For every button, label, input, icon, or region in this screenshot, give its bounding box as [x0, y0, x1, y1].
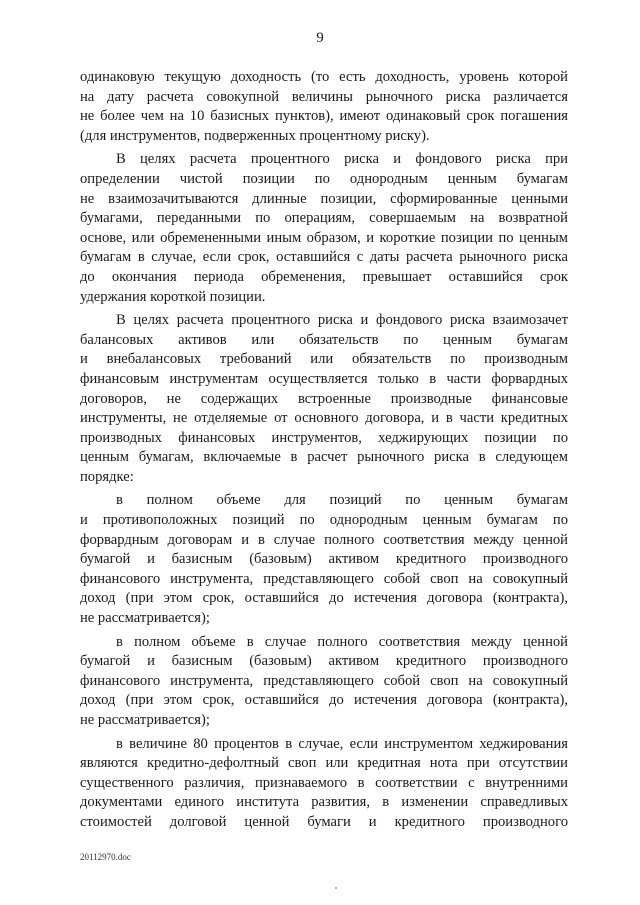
text-line: одинаковую текущую доходность (то есть доходность, уровень которой [80, 69, 568, 85]
text-line: в величине 80 процентов в случае, если инструментом хеджирования [116, 735, 568, 752]
text-line: В целях расчета процентного риска и фондового риска при [116, 151, 568, 168]
text-line: стоимостей долговой ценной бумаги и кредитного производного [80, 813, 568, 830]
paragraph [80, 491, 568, 628]
text-line: не более чем на 10 базисных пунктов), имеют одинаковый срок погашения [80, 108, 568, 125]
text-line: договоров, не содержащих встроенные производные финансовые [80, 390, 568, 407]
text-line: в полном объеме для позиций по ценным бумагам [116, 492, 568, 509]
text-line: в полном объеме в случае полного соответствия между ценной [116, 633, 568, 650]
text-line: форвардным договорам и в случае полного соответствия между ценной [80, 531, 568, 548]
text-line: инструменты, не отделяемые от основного договора, и в части кредитных [80, 410, 568, 427]
text-line: не рассматривается); [80, 610, 210, 627]
text-line: бумагам в случае, если срок, оставшийся с даты расчета рыночного риска [80, 249, 568, 266]
page-number: 9 [316, 30, 324, 46]
paragraph [80, 311, 568, 487]
text-line: удержания короткой позиции. [80, 288, 266, 305]
text-line: являются кредитно-дефолтный своп или кредитная нота при отсутствии [80, 755, 568, 772]
page-speck [335, 887, 337, 889]
text-line: и противоположных позиций по однородным ценным бумагам по [80, 512, 568, 529]
paragraph [80, 150, 568, 307]
text-line: бумагами, переданными по операциям, совершаемым на возвратной [80, 210, 568, 227]
document-body [80, 68, 568, 833]
text-line: доход (при этом срок, оставшийся до истечения договора (контракта), [80, 590, 568, 607]
paragraph [80, 68, 568, 146]
text-line: производных финансовых инструментов, хеджирующих позиции по [80, 429, 568, 446]
text-line: на дату расчета совокупной величины рыночного риска различается [80, 88, 568, 105]
text-line: балансовых активов или обязательств по ценным бумагам [80, 331, 568, 348]
text-line: финансовым инструментам осуществляется только в части форвардных [80, 370, 568, 387]
text-line: не рассматривается); [80, 712, 210, 728]
text-line: ценным бумагам, включаемые в расчет рыночного риска в следующем [80, 449, 568, 466]
text-line: доход (при этом срок, оставшийся до истечения договора (контракта), [80, 692, 568, 709]
text-line: и внебалансовых требований или обязательств по производным [80, 351, 568, 368]
footer-filename: 20112970.doc [80, 852, 131, 862]
text-line: финансового инструмента, представляющего собой своп на совокупный [80, 672, 568, 689]
text-line: В целях расчета процентного риска и фондового риска взаимозачет [116, 312, 568, 329]
paragraph [80, 735, 568, 833]
paragraph [80, 633, 568, 731]
text-line: не взаимозачитываются длинные позиции, сформированные ценными [80, 190, 568, 207]
text-line: (для инструментов, подверженных процентному риску). [80, 127, 430, 144]
text-line: бумагой и базисным (базовым) активом кредитного производного [80, 653, 568, 670]
text-line: определении чистой позиции по однородным ценным бумагам [80, 170, 568, 187]
text-line: существенного различия, признаваемого в соответствии с внутренними [80, 774, 568, 791]
text-line: бумагой и базисным (базовым) активом кредитного производного [80, 551, 568, 568]
text-line: документами единого института развития, в изменении справедливых [80, 794, 568, 811]
text-line: до окончания периода обременения, превышает оставшийся срок [80, 268, 568, 285]
text-line: основе, или обремененными иным образом, и короткие позиции по ценным [80, 229, 568, 246]
text-line: финансового инструмента, представляющего собой своп на совокупный [80, 570, 568, 587]
text-line: порядке: [80, 468, 134, 485]
